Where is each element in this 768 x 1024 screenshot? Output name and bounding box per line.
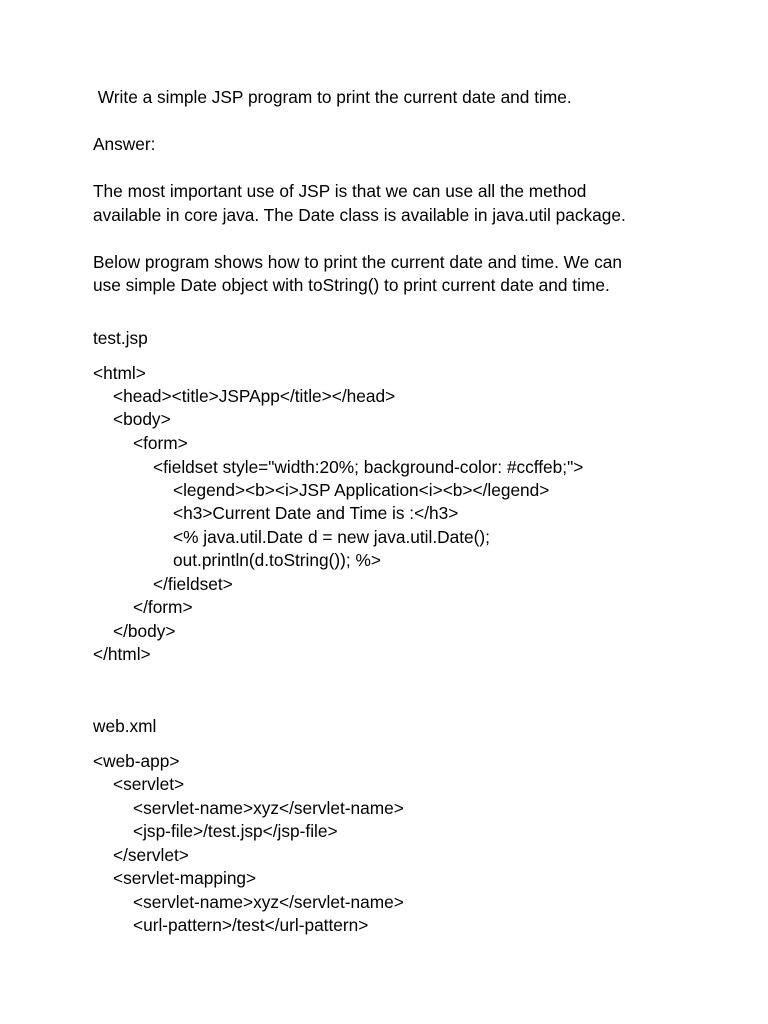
- code-line: </fieldset>: [153, 574, 233, 594]
- code-line: <head><title>JSPApp</title></head>: [113, 386, 396, 406]
- paragraph-1-line-1: The most important use of JSP is that we can use all the method: [93, 181, 587, 201]
- code-line: <url-pattern>/test</url-pattern>: [133, 915, 369, 935]
- code-line: </body>: [113, 621, 176, 641]
- code-line: <fieldset style="width:20%; background-color: #ccffeb;">: [153, 457, 584, 477]
- question-heading: Write a simple JSP program to print the current date and time.: [93, 87, 572, 107]
- code-line: <jsp-file>/test.jsp</jsp-file>: [133, 821, 338, 841]
- code-line: <servlet-name>xyz</servlet-name>: [133, 892, 404, 912]
- paragraph-2-line-1: Below program shows how to print the current date and time. We can: [93, 252, 622, 272]
- code-line: <html>: [93, 363, 146, 383]
- code-line: <form>: [133, 433, 188, 453]
- code-line: <servlet-name>xyz</servlet-name>: [133, 798, 404, 818]
- code-line: </servlet>: [113, 845, 189, 865]
- code-line: <servlet>: [113, 774, 185, 794]
- paragraph-2-line-2: use simple Date object with toString() to print current date and time.: [93, 275, 610, 295]
- code-line: <web-app>: [93, 751, 180, 771]
- code-line: out.println(d.toString()); %>: [173, 550, 381, 570]
- code-line: <h3>Current Date and Time is :</h3>: [173, 503, 459, 523]
- answer-label: Answer:: [93, 134, 156, 154]
- code-line: <legend><b><i>JSP Application<i><b></legend>: [173, 480, 550, 500]
- file-2-name: web.xml: [93, 716, 157, 736]
- code-line: <% java.util.Date d = new java.util.Date();: [173, 527, 490, 547]
- paragraph-1-line-2: available in core java. The Date class is available in java.util package.: [93, 205, 626, 225]
- code-line: </form>: [133, 597, 193, 617]
- code-line: <servlet-mapping>: [113, 868, 257, 888]
- code-line: <body>: [113, 409, 171, 429]
- code-line: </html>: [93, 644, 151, 664]
- file-1-name: test.jsp: [93, 328, 148, 348]
